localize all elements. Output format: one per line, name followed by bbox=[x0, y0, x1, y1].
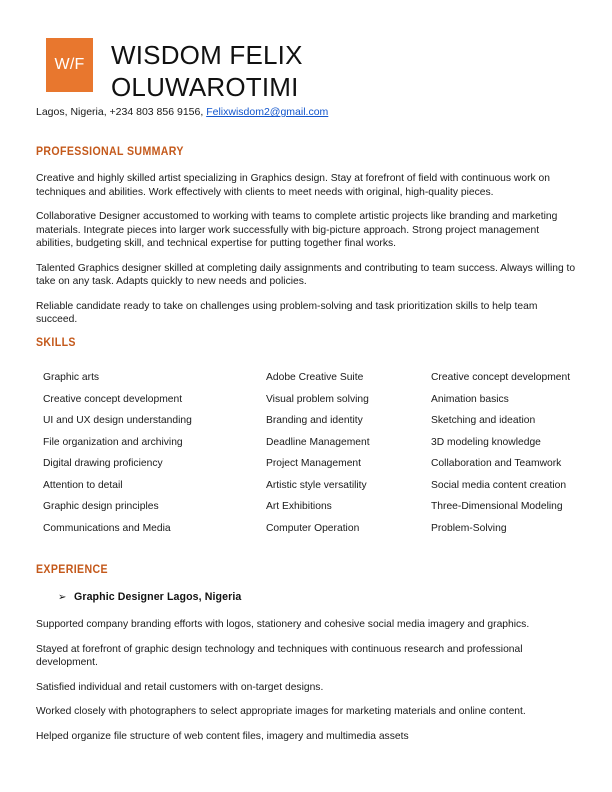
section-heading-summary: PROFESSIONAL SUMMARY bbox=[36, 146, 184, 158]
skills-grid bbox=[36, 367, 576, 539]
contact-location-phone: Lagos, Nigeria, +234 803 856 9156, bbox=[36, 106, 207, 118]
skill-item: Deadline Management bbox=[266, 436, 370, 448]
experience-bullet: Stayed at forefront of graphic design technology and techniques with continuous research and professional development. bbox=[36, 643, 523, 668]
contact-line bbox=[36, 105, 328, 119]
skill-item: Visual problem solving bbox=[266, 393, 369, 405]
skill-item: Social media content creation bbox=[431, 479, 567, 491]
summary-paragraph: Talented Graphics designer skilled at completing daily assignments and contributing to team success. Always willing to take on any task. Adapts quickly to new needs and policies. bbox=[36, 262, 576, 287]
skill-item: Artistic style versatility bbox=[266, 479, 367, 491]
skill-item: 3D modeling knowledge bbox=[431, 436, 541, 448]
skill-item: Animation basics bbox=[431, 393, 509, 405]
skill-item: Graphic design principles bbox=[43, 501, 159, 513]
resume-header bbox=[36, 38, 576, 103]
skill-item: Collaboration and Teamwork bbox=[431, 458, 562, 470]
skill-item: Branding and identity bbox=[266, 415, 363, 427]
monogram-badge bbox=[46, 38, 93, 92]
summary-paragraphs bbox=[36, 172, 576, 327]
skills-section bbox=[36, 337, 576, 539]
candidate-name bbox=[111, 38, 303, 103]
skill-item: Creative concept development bbox=[43, 393, 183, 405]
skill-item: Digital drawing proficiency bbox=[43, 458, 163, 470]
skill-item: File organization and archiving bbox=[43, 436, 183, 448]
skill-item: Creative concept development bbox=[431, 372, 571, 384]
summary-paragraph: Reliable candidate ready to take on challenges using problem-solving and task prioritization skills to help team succeed. bbox=[36, 300, 538, 325]
name-line-last: OLUWAROTIMI bbox=[111, 72, 299, 102]
experience-bullet: Satisfied individual and retail customers with on-target designs. bbox=[36, 681, 324, 693]
section-heading-skills: SKILLS bbox=[36, 337, 76, 349]
skill-item: Graphic arts bbox=[43, 372, 100, 384]
experience-bullet: Supported company branding efforts with logos, stationery and cohesive social media imagery and graphics. bbox=[36, 619, 530, 630]
skill-item: Communications and Media bbox=[43, 522, 171, 534]
skill-item: UI and UX design understanding bbox=[43, 415, 192, 427]
email-link[interactable]: Felixwisdom2@gmail.com bbox=[206, 106, 329, 118]
experience-bullet: Helped organize file structure of web content files, imagery and multimedia assets bbox=[36, 730, 409, 742]
experience-bullet: Worked closely with photographers to select appropriate images for marketing materials and online content. bbox=[36, 706, 526, 717]
skill-item: Adobe Creative Suite bbox=[266, 372, 364, 384]
summary-paragraph: Collaborative Designer accustomed to working with teams to complete artistic projects like branding and marketing materials. Integrate pieces into larger work successfully with big-picture approach. Strong project management abilities, budgeting skill, and technical expertise for putting together final works. bbox=[36, 211, 558, 249]
section-heading-experience: EXPERIENCE bbox=[36, 564, 108, 576]
skill-item: Art Exhibitions bbox=[266, 501, 332, 513]
skill-item: Sketching and ideation bbox=[431, 415, 536, 427]
job-entry-header bbox=[36, 591, 576, 604]
skill-item: Three-Dimensional Modeling bbox=[431, 501, 563, 513]
summary-paragraph: Creative and highly skilled artist specializing in Graphics design. Stay at forefront of field with continuous work on techniques and abilities. Work effectively with clients to meet needs with original, high-quality pieces. bbox=[36, 173, 550, 198]
arrow-bullet-icon: ➢ bbox=[58, 592, 67, 603]
professional-summary-section bbox=[36, 146, 576, 327]
skill-item: Computer Operation bbox=[266, 522, 360, 534]
skill-item: Project Management bbox=[266, 458, 362, 470]
name-line-first: WISDOM FELIX bbox=[111, 40, 303, 70]
experience-bullet-list bbox=[36, 618, 576, 743]
job-title: Graphic Designer Lagos, Nigeria bbox=[74, 591, 242, 603]
experience-section bbox=[36, 564, 576, 743]
monogram-initials: W/F bbox=[54, 56, 85, 73]
skill-item: Attention to detail bbox=[43, 479, 123, 491]
skill-item: Problem-Solving bbox=[431, 522, 507, 534]
